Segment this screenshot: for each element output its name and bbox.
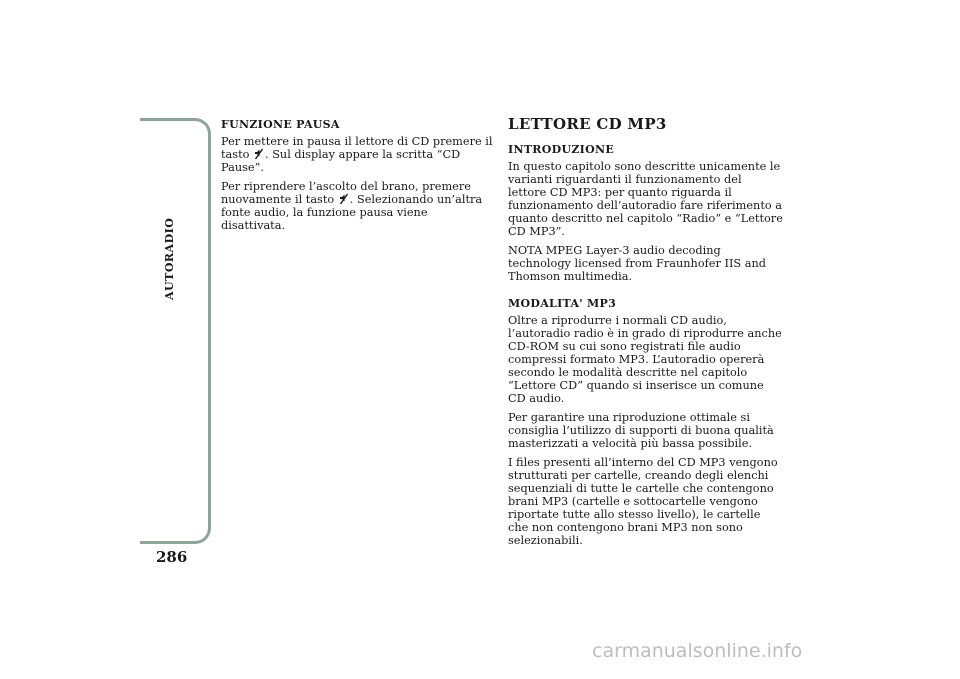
left-column — [221, 118, 493, 238]
resume-text-2: . Selezionando un’altra fonte audio, la funzione pausa viene disattivata. — [221, 193, 483, 232]
mode-paragraph-1: Oltre a riprodurre i normali CD audio, l’autoradio radio è in grado di riprodurre anche CD-ROM su cui sono registrati file audio compressi formato MP3. L’autoradio opererà secondo le modalità descritte nel capitolo “Lettore CD” quando si inserisce un comune CD audio. — [508, 314, 782, 405]
watermark: carmanualsonline.info — [592, 640, 803, 662]
mp3-mode-heading: MODALITA' MP3 — [508, 297, 617, 310]
pause-paragraph — [221, 135, 493, 174]
page-number: 286 — [156, 548, 188, 566]
resume-text-1: Per riprendere l’ascolto del brano, premere nuovamente il tasto — [221, 180, 471, 206]
pause-text-1: Per mettere in pausa il lettore di CD premere il tasto — [221, 135, 493, 161]
mute-pause-icon — [254, 148, 264, 160]
mp3-player-heading: LETTORE CD MP3 — [508, 115, 667, 133]
mode-paragraph-3: I files presenti all’interno del CD MP3 vengono strutturati per cartelle, creando degli elenchi sequenziali di tutte le cartelle che contengono brani MP3 (cartelle e sottocartelle vengono riportate tutte allo stesso livello), le cartelle che non contengono brani MP3 non sono selezionabili. — [508, 456, 778, 547]
intro-heading: INTRODUZIONE — [508, 143, 615, 156]
intro-paragraph-2: NOTA MPEG Layer-3 audio decoding technology licensed from Fraunhofer IIS and Thomson multimedia. — [508, 244, 766, 283]
mute-pause-icon — [339, 193, 349, 205]
pause-text-2: . Sul display appare la scritta “CD Pause”. — [221, 148, 461, 174]
section-label: AUTORADIO — [163, 217, 176, 300]
mode-paragraph-2: Per garantire una riproduzione ottimale si consiglia l’utilizzo di supporti di buona qualità masterizzati a velocità più bassa possibile. — [508, 411, 774, 450]
page-side-border — [140, 118, 211, 544]
pause-function-heading: FUNZIONE PAUSA — [221, 118, 340, 131]
resume-paragraph — [221, 180, 493, 232]
right-column — [508, 115, 783, 553]
intro-paragraph-1: In questo capitolo sono descritte unicamente le varianti riguardanti il funzionamento del lettore CD MP3: per quanto riguarda il funzionamento dell’autoradio fare riferimento a quanto descritto nel capitolo “Radio” e “Lettore CD MP3”. — [508, 160, 783, 238]
